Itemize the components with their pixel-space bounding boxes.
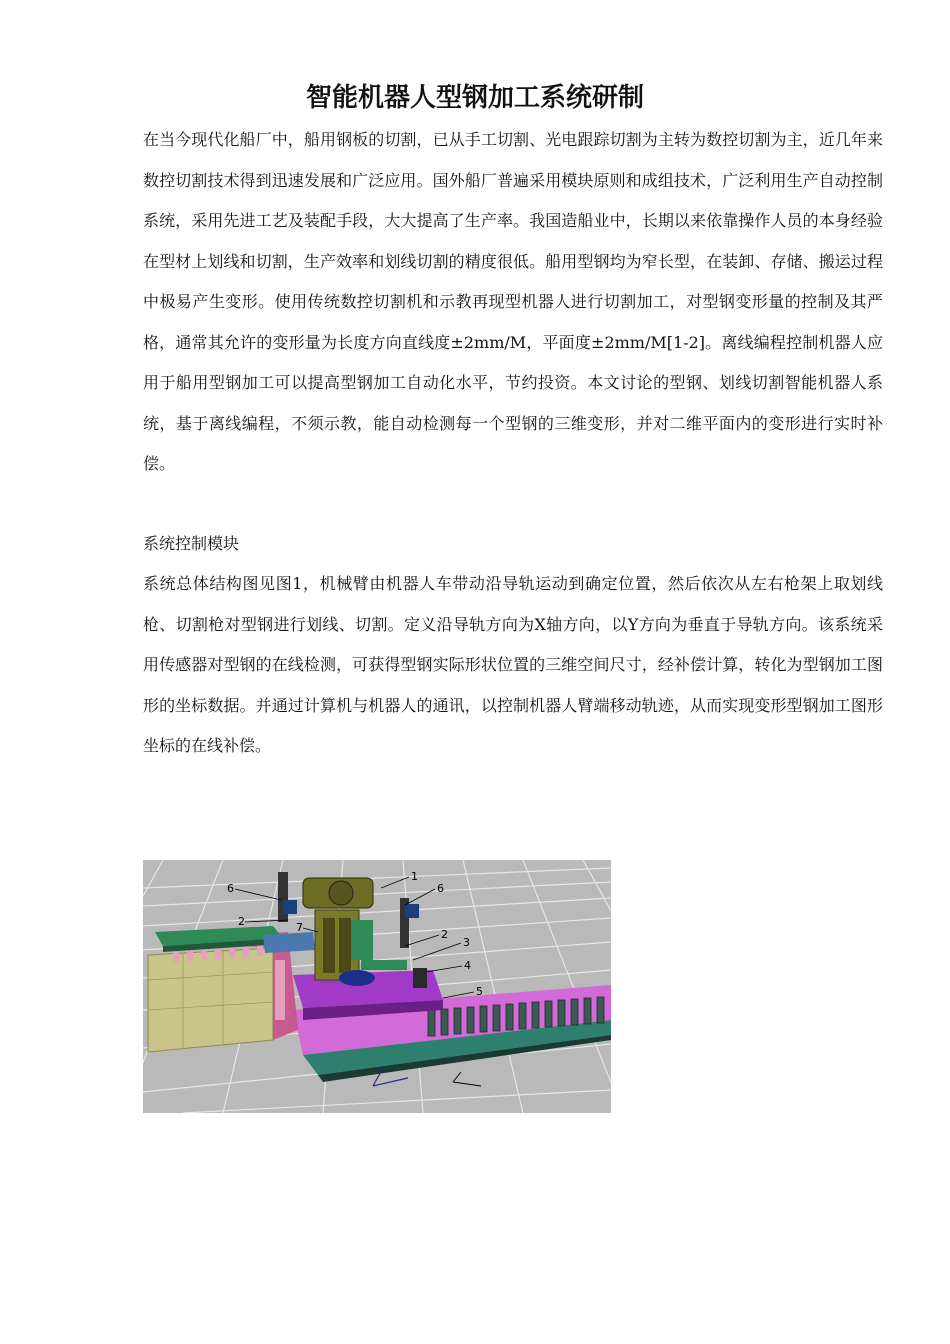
system-structure-figure (143, 860, 611, 1113)
label-2-right: 2 (441, 928, 448, 941)
intro-paragraph: 在当今现代化船厂中，船用钢板的切割，已从手工切割、光电跟踪切割为主转为数控切割为主，近几年来数控切割技术得到迅速发展和广泛应用。国外船厂普遍采用模块原则和成组技术，广泛利用生产自动控制系统，采用先进工艺及装配手段，大大提高了生产率。我国造船业中，长期以来依靠操作人员的本身经验在型材上划线和切割，生产效率和划线切割的精度很低。船用型钢均为窄长型，在装卸、存储、搬运过程中极易产生变形。使用传统数控切割机和示教再现型机器人进行切割加工，对型钢变形量的控制及其严格，通常其允许的变形量为长度方向直线度±2mm/M，平面度±2mm/M[1-2]。离线编程控制机器人应用于船用型钢加工可以提高型钢加工自动化水平，节约投资。本文讨论的型钢、划线切割智能机器人系统，基于离线编程，不须示教，能自动检测每一个型钢的三维变形，并对二维平面内的变形进行实时补偿。 (143, 130, 883, 473)
label-2-left: 2 (238, 915, 245, 928)
system-paragraph: 系统总体结构图见图1，机械臂由机器人车带动沿导轨运动到确定位置，然后依次从左右枪架上取划线枪、切割枪对型钢进行划线、切割。定义沿导轨方向为X轴方向，以Y方向为垂直于导轨方向。该系统采用传感器对型钢的在线检测，可获得型钢实际形状位置的三维空间尺寸，经补偿计算，转化为型钢加工图形的坐标数据。并通过计算机与机器人的通讯，以控制机器人臂端移动轨迹，从而实现变形型钢加工图形坐标的在线补偿。 (143, 574, 883, 755)
document-title: 智能机器人型钢加工系统研制 (305, 83, 644, 113)
label-1: 1 (411, 870, 418, 883)
label-3: 3 (463, 936, 470, 949)
label-4: 4 (464, 959, 471, 972)
robot-system-illustration (143, 860, 611, 1113)
gun-holder-left (278, 872, 288, 922)
robot-base (339, 970, 375, 986)
control-cabinet (148, 948, 273, 1052)
cutting-head (263, 932, 315, 953)
label-6-left: 6 (227, 882, 234, 895)
label-7: 7 (296, 921, 303, 934)
label-6-right: 6 (437, 882, 444, 895)
label-5: 5 (476, 985, 483, 998)
section-heading: 系统控制模块 (143, 534, 240, 553)
sensor (413, 968, 427, 988)
